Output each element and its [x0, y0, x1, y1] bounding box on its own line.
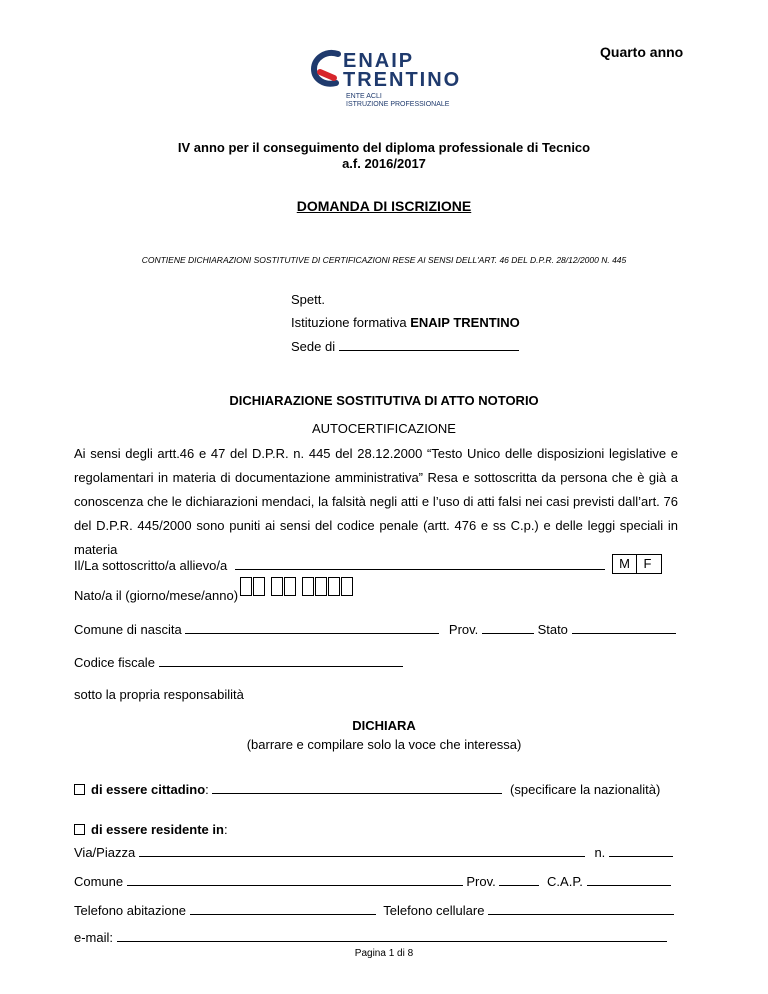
resident-row — [74, 822, 228, 837]
birth-date-boxes[interactable] — [240, 577, 354, 599]
year-label: Quarto anno — [600, 44, 684, 60]
email-field[interactable] — [117, 929, 667, 942]
addressee-prefix: Istituzione formativa — [291, 315, 411, 330]
citizen-note: (specificare la nazionalità) — [510, 782, 661, 797]
date-box[interactable] — [341, 577, 353, 596]
email-label: e-mail: — [74, 930, 114, 945]
home-phone-field[interactable] — [190, 902, 376, 915]
logo-word-trentino: TRENTINO — [343, 69, 462, 91]
stato-label: Stato — [537, 622, 568, 637]
date-box[interactable] — [240, 577, 252, 596]
resident-colon: : — [223, 822, 228, 837]
comune-label: Comune — [74, 874, 124, 889]
prov-label: Prov. — [448, 622, 479, 637]
disclaimer: CONTIENE DICHIARAZIONI SOSTITUTIVE DI CERTIFICAZIONI RESE AI SENSI DELL'ART. 46 DEL D.P.R. 28/12/2000 N. 445 — [141, 255, 627, 265]
addressee-line-2 — [291, 315, 520, 330]
addressee-line-1: Spett. — [291, 292, 325, 307]
logo-word-enaip: ENAIP — [343, 50, 415, 72]
sex-divider — [636, 555, 637, 573]
date-box[interactable] — [315, 577, 327, 596]
email-row — [74, 929, 667, 945]
prov2-field[interactable] — [499, 873, 539, 886]
enaip-logo-mark-icon — [308, 48, 344, 88]
number-field[interactable] — [609, 844, 673, 857]
sede-field[interactable] — [339, 338, 519, 351]
birthplace-row — [74, 621, 676, 637]
sede-label: Sede di — [291, 339, 336, 354]
mobile-phone-label: Telefono cellulare — [383, 903, 485, 918]
page-title: DOMANDA DI ISCRIZIONE — [296, 198, 472, 214]
student-label: Il/La sottoscritto/a allievo/a — [74, 558, 228, 573]
birthplace-label: Comune di nascita — [74, 622, 182, 637]
sex-selector[interactable] — [612, 554, 662, 574]
street-label: Via/Piazza — [74, 845, 136, 860]
home-phone-label: Telefono abitazione — [74, 903, 187, 918]
stato-field[interactable] — [572, 621, 676, 634]
date-box[interactable] — [271, 577, 283, 596]
phone-row — [74, 902, 674, 918]
declaration-title: DICHIARAZIONE SOSTITUTIVA DI ATTO NOTORIO — [229, 393, 539, 408]
dichiara-heading: DICHIARA — [352, 718, 416, 733]
resident-label: di essere residente in — [91, 822, 224, 837]
mobile-phone-field[interactable] — [488, 902, 674, 915]
responsibility-text: sotto la propria responsabilità — [74, 687, 244, 702]
student-row — [74, 557, 605, 573]
declaration-subtitle: AUTOCERTIFICAZIONE — [312, 421, 456, 436]
sex-m-option[interactable]: M — [619, 556, 630, 571]
logo-subtitle-2: ISTRUZIONE PROFESSIONALE — [346, 101, 450, 108]
addressee-line-3 — [291, 338, 519, 354]
resident-checkbox[interactable] — [74, 824, 85, 835]
date-box[interactable] — [328, 577, 340, 596]
logo-subtitle-1: ENTE ACLI — [346, 93, 382, 100]
student-name-field[interactable] — [235, 557, 605, 570]
date-box[interactable] — [284, 577, 296, 596]
date-box[interactable] — [253, 577, 265, 596]
fiscal-code-field[interactable] — [159, 654, 403, 667]
declaration-paragraph: Ai sensi degli artt.46 e 47 del D.P.R. n. 445 del 28.12.2000 “Testo Unico delle disposizioni legislative e regolamentari in materia di documentazione amministrativa” Resa e sottoscritta da persona che è già a conoscenza che le dichiarazioni mendaci, la falsità negli atti e l’uso di atti falsi nei casi previsti dall’art. 76 del D.P.R. 445/2000 sono puniti ai sensi del codice penale (artt. 476 e ss C.p.) e delle leggi speciali in materia — [74, 446, 678, 557]
cap-field[interactable] — [587, 873, 671, 886]
prov2-label: Prov. — [466, 874, 496, 889]
citizenship-field[interactable] — [212, 781, 502, 794]
citizen-colon: : — [205, 782, 209, 797]
title-line-2: a.f. 2016/2017 — [342, 156, 426, 171]
citizen-label: di essere cittadino — [91, 782, 206, 797]
comune-field[interactable] — [127, 873, 463, 886]
fiscal-row — [74, 654, 403, 670]
number-label: n. — [594, 845, 606, 860]
street-row — [74, 844, 673, 860]
addressee-institution: ENAIP TRENTINO — [410, 315, 520, 330]
comune-row — [74, 873, 671, 889]
birthplace-field[interactable] — [185, 621, 439, 634]
dichiara-note: (barrare e compilare solo la voce che interessa) — [246, 737, 522, 752]
title-line-1: IV anno per il conseguimento del diploma professionale di Tecnico — [177, 140, 591, 155]
page-number: Pagina 1 di 8 — [354, 948, 414, 959]
fiscal-code-label: Codice fiscale — [74, 655, 155, 670]
date-box[interactable] — [302, 577, 314, 596]
prov-field[interactable] — [482, 621, 534, 634]
citizen-checkbox[interactable] — [74, 784, 85, 795]
citizen-row — [74, 781, 660, 797]
street-field[interactable] — [139, 844, 585, 857]
birth-date-label: Nato/a il (giorno/mese/anno) — [74, 588, 239, 603]
sex-f-option[interactable]: F — [643, 556, 652, 571]
cap-label: C.A.P. — [547, 874, 583, 889]
